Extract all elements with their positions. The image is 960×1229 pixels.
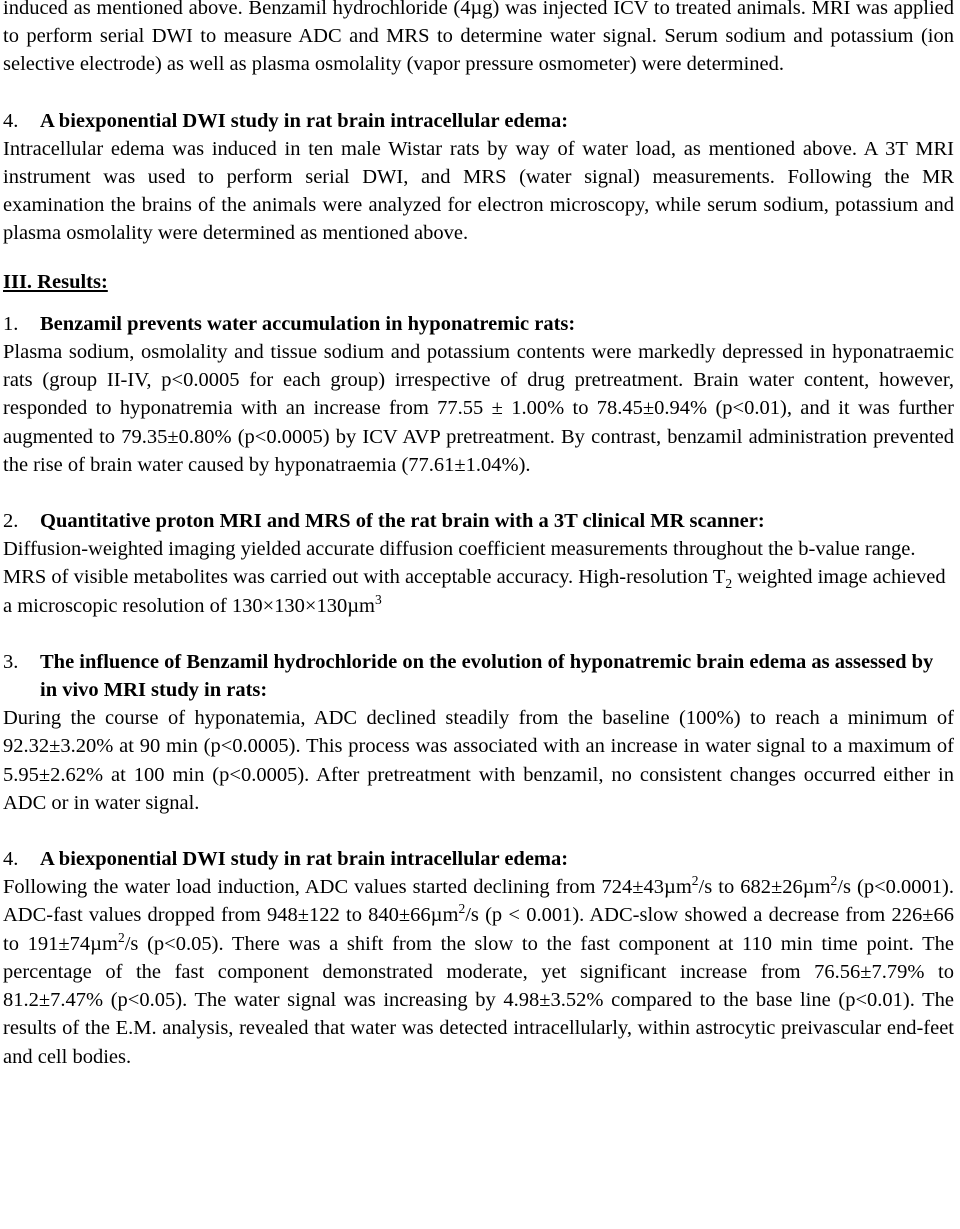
method-4-paragraph: Intracellular edema was induced in ten male Wistar rats by way of water load, as mentioned above. A 3T MRI instrument was used to perform serial DWI, and MRS (water signal) measurements. Following the MR examination the brains of the animals were analyzed for electron microscopy, while serum sodium, potassium and plasma osmolality were determined as mentioned above. <box>3 137 954 245</box>
document-page <box>3 0 954 1071</box>
result-4-seg-5: /s (p<0.05). There was a shift from the slow to the fast component at 110 min time point. The percentage of the fast component demonstrated moderate, yet significant increase from 76.56±7.79% to 81.2±7.47% (p<0.05). The water signal was increasing by 4.98±3.52% compared to the base line (p<0.01). The results of the E.M. analysis, revealed that water was detected intracellularly, within astrocytic preivascular end-feet and cell bodies. <box>3 932 954 1068</box>
results-heading-text: III. Results: <box>3 270 108 293</box>
result-1-number: 1. <box>3 312 19 335</box>
squared-superscript: 2 <box>117 929 125 945</box>
intro-paragraph: induced as mentioned above. Benzamil hydrochloride (4µg) was injected ICV to treated animals. MRI was applied to perform serial DWI to measure ADC and MRS to determine water signal. Serum sodium and potassium (ion selective electrode) as well as plasma osmolality (vapor pressure osmometer) were determined. <box>3 0 954 76</box>
result-3-paragraph: During the course of hyponatemia, ADC declined steadily from the baseline (100%) to reach a minimum of 92.32±3.20% at 90 min (p<0.0005). This process was associated with an increase in water signal to a maximum of 5.95±2.62% at 100 min (p<0.0005). After pretreatment with benzamil, no consistent changes occurred either in ADC or in water signal. <box>3 707 954 814</box>
result-4-seg-4: /s (p < 0.001). ADC-slow showed a decrease from 226±66 to 191±74µm <box>3 904 954 955</box>
result-4-seg-3: /s (p<0.0001). ADC-fast values dropped from 948±122 to 840±66µm <box>3 876 954 927</box>
squared-superscript: 2 <box>458 901 466 917</box>
result-3-heading <box>3 648 954 704</box>
squared-superscript: 2 <box>691 873 699 889</box>
method-4-heading <box>3 107 954 135</box>
result-3-title: The influence of Benzamil hydrochloride on the evolution of hyponatremic brain edema as assessed by in vivo MRI study in rats: <box>40 650 934 702</box>
result-2-title: Quantitative proton MRI and MRS of the rat brain with a 3T clinical MR scanner: <box>40 510 765 533</box>
result-1-paragraph: Plasma sodium, osmolality and tissue sodium and potassium contents were markedly depressed in hyponatraemic rats (group II-IV, p<0.0005 for each group) irrespective of drug pretreatment. Brain water content, however, responded to hyponatremia with an increase from 77.55 ± 1.00% to 78.45±0.94% (p<0.01), and it was further augmented to 79.35±0.80% (p<0.0005) by ICV AVP pretreatment. By contrast, benzamil administration prevented the rise of brain water caused by hyponatraemia (77.61±1.04%). <box>3 341 954 476</box>
t2-subscript: 2 <box>725 576 733 592</box>
results-heading <box>3 268 954 296</box>
result-1-heading <box>3 310 954 338</box>
result-4-heading <box>3 845 954 873</box>
result-4-title: A biexponential DWI study in rat brain intracellular edema: <box>40 848 569 871</box>
result-3-number: 3. <box>3 650 19 673</box>
method-4-title: A biexponential DWI study in rat brain intracellular edema: <box>40 109 569 132</box>
result-2-paragraph <box>3 535 954 620</box>
result-2-text-a: Diffusion-weighted imaging yielded accurate diffusion coefficient measurements throughout the b-value range. MRS of visible metabolites was carried out with acceptable accuracy. High-resolution T <box>3 538 916 589</box>
squared-superscript: 2 <box>830 873 838 889</box>
result-2-text-b: weighted image achieved a microscopic resolution of 130×130×130µm <box>3 566 946 617</box>
method-4-number: 4. <box>3 109 19 132</box>
result-4-seg-1: Following the water load induction, ADC values started declining from 724±43µm <box>3 876 692 899</box>
result-4-seg-2: /s to 682±26µm <box>698 876 831 899</box>
result-2-number: 2. <box>3 510 19 533</box>
cubed-superscript: 3 <box>374 591 382 607</box>
result-2-heading <box>3 507 954 535</box>
result-4-number: 4. <box>3 848 19 871</box>
result-1-title: Benzamil prevents water accumulation in hyponatremic rats: <box>40 312 576 335</box>
result-4-paragraph <box>3 873 954 1070</box>
